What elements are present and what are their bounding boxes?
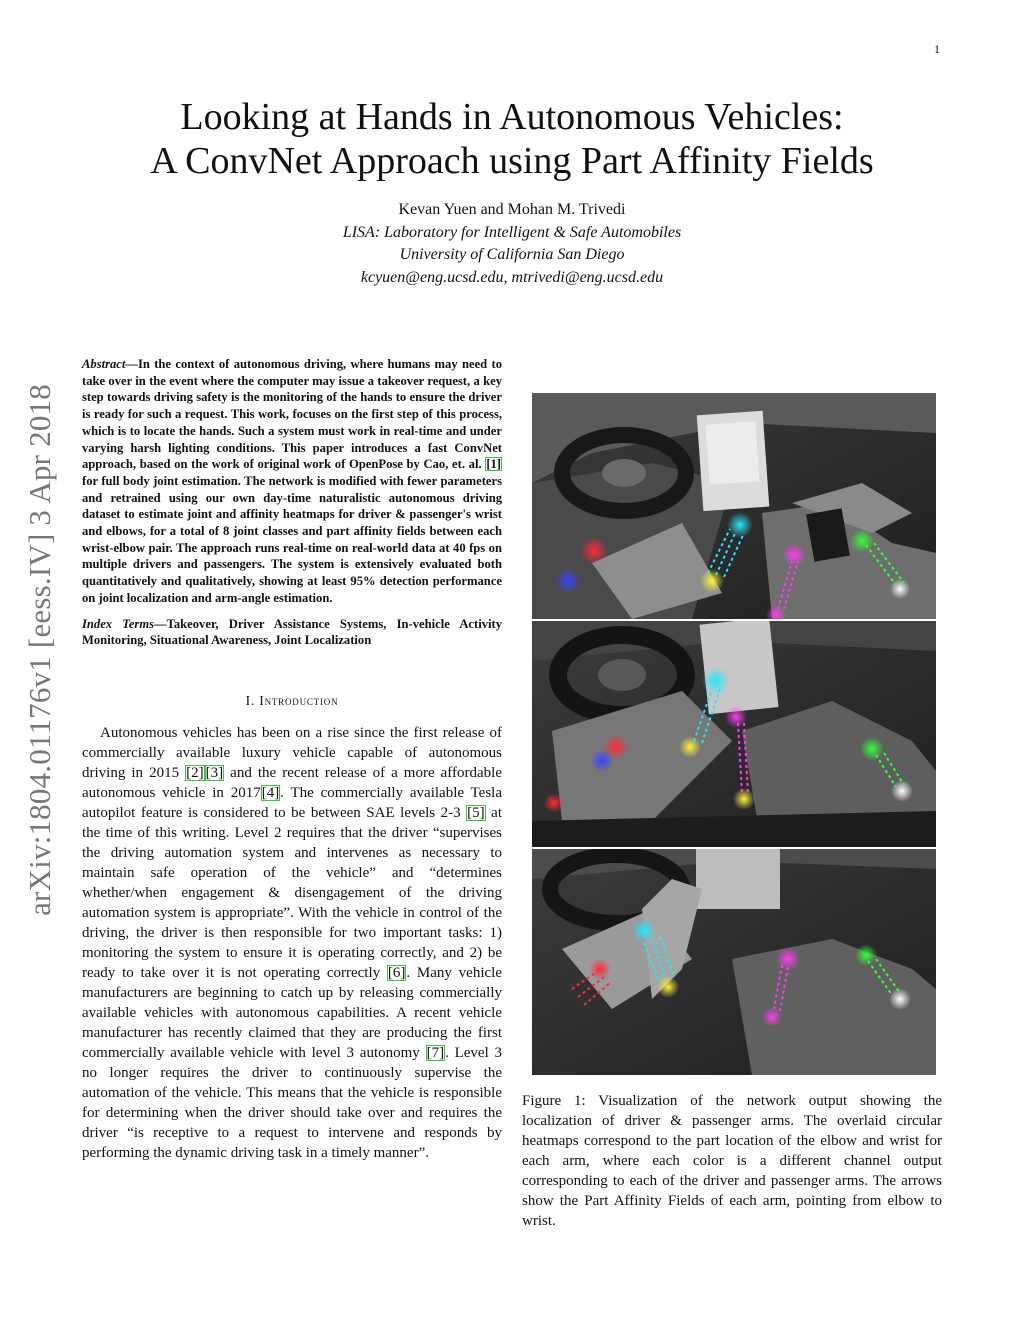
citation-link-1[interactable]: [1] xyxy=(486,457,501,472)
affiliation-university: University of California San Diego xyxy=(399,246,625,263)
citation-link-4[interactable]: [4] xyxy=(261,784,280,801)
paper-title xyxy=(60,95,964,183)
intro-text-5: . Many vehicle manufacturers are beginning to catch up by releasing commercially available vehicles with autonomous capabilities. A recent vehicle manufacturer has recently claimed that they are producing the first commercially available vehicle with level 3 autonomy xyxy=(82,964,502,1061)
intro-text-6: . Level 3 no longer requires the driver to continuously supervise the automation of the vehicle. This means that the vehicle is responsible for determining when the driver should take over and requires the driver “is receptive to a request to intervene and responds by performing the dynamic driving task in a timely manner”. xyxy=(82,1044,503,1161)
arxiv-stamp: arXiv:1804.01176v1 [eess.IV] 3 Apr 2018 xyxy=(22,384,57,916)
car-interior-photo xyxy=(532,393,936,619)
car-interior-photo xyxy=(532,849,936,1075)
abstract xyxy=(82,356,502,607)
page-number: 1 xyxy=(934,42,940,56)
author-block xyxy=(60,199,964,289)
section-heading-introduction xyxy=(82,693,502,709)
abstract-text-b: for full body joint estimation. The network is modified with fewer parameters and retrained using our own day-time naturalistic autonomous driving dataset to estimate joint and affinity heatmaps for driver & passenger's wrist and elbows, for a total of 8 joint classes and part affinity fields between each wrist-elbow pair. The approach runs real-time on real-world data at 40 fps on multiple drivers and passengers. The system is extensively evaluated both quantitatively and qualitatively, showing at least 95% detection performance on joint localization and arm-angle estimation. xyxy=(82,473,502,605)
abstract-lead: Abstract xyxy=(82,357,126,371)
intro-text-4: at the time of this writing. Level 2 requires that the driver “supervises the driving automation system and intervenes as necessary to maintain safe operation of the vehicle” and “determines whether/when engagement & disengagement of the driving automation system is appropriate”. With the vehicle in control of the driving, the driver is then responsible for two important tasks: 1) monitoring the system to ensure it is operating correctly, and 2) be ready to take over it is not operating correctly xyxy=(82,804,502,981)
citation-link-7[interactable]: [7] xyxy=(426,1044,445,1061)
citation-link-5[interactable]: [5] xyxy=(467,804,485,821)
figure-panel-bottom xyxy=(532,849,936,1075)
section-title: Introduction xyxy=(259,692,339,708)
author-emails: kcyuen@eng.ucsd.edu, mtrivedi@eng.ucsd.edu xyxy=(360,268,664,286)
title-line-2: A ConvNet Approach using Part Affinity Fields xyxy=(150,140,874,182)
citation-link-3[interactable]: [3] xyxy=(205,764,224,781)
citation-link-6[interactable]: [6] xyxy=(387,964,406,981)
section-number: I. xyxy=(245,692,256,708)
index-terms-text: —Takeover, Driver Assistance Systems, In-vehicle Activity Monitoring, Situational Awareness, Joint Localization xyxy=(82,616,502,648)
figure-1-caption: Figure 1: Visualization of the network output showing the localization of driver & passenger arms. The overlaid circular heatmaps correspond to the part location of the elbow and wrist for each arm, where each color is a different channel output corresponding to each of the driver and passenger arms. The arrows show the Part Affinity Fields of each arm, pointing from elbow to wrist. xyxy=(522,1093,942,1229)
left-column xyxy=(82,356,502,1163)
figure-panel-middle xyxy=(532,621,936,847)
intro-text-3: . The commercially available Tesla autopilot feature is considered to be between SAE levels 2-3 xyxy=(82,784,502,821)
title-line-1: Looking at Hands in Autonomous Vehicles: xyxy=(180,96,844,138)
figure-1 xyxy=(532,393,936,1075)
intro-text-1: Autonomous vehicles has been on a rise since the first release of commercially available luxury vehicle capable of autonomous driving in 2015 xyxy=(82,724,502,781)
intro-text-2: and the recent release of a more affordable autonomous vehicle in 2017 xyxy=(82,764,503,801)
introduction-paragraph xyxy=(82,723,502,1163)
citation-link-2[interactable]: [2] xyxy=(186,764,204,781)
index-terms-lead: Index Terms xyxy=(82,616,155,631)
index-terms xyxy=(82,616,502,649)
car-interior-photo xyxy=(532,621,936,847)
author-names: Kevan Yuen and Mohan M. Trivedi xyxy=(398,201,626,218)
figure-panel-top xyxy=(532,393,936,619)
affiliation-lab: LISA: Laboratory for Intelligent & Safe Automobiles xyxy=(342,223,682,241)
abstract-text-a: —In the context of autonomous driving, where humans may need to take over in the event where the computer may issue a takeover request, a key step towards driving safety is the monitoring of the hands to ensure the driver is ready for such a request. This work, focuses on the first step of this process, which is to locate the hands. Such a system must work in real-time and under varying harsh lighting conditions. This paper introduces a fast ConvNet approach, based on the work of original work of OpenPose by Cao, et. al. xyxy=(82,357,502,472)
